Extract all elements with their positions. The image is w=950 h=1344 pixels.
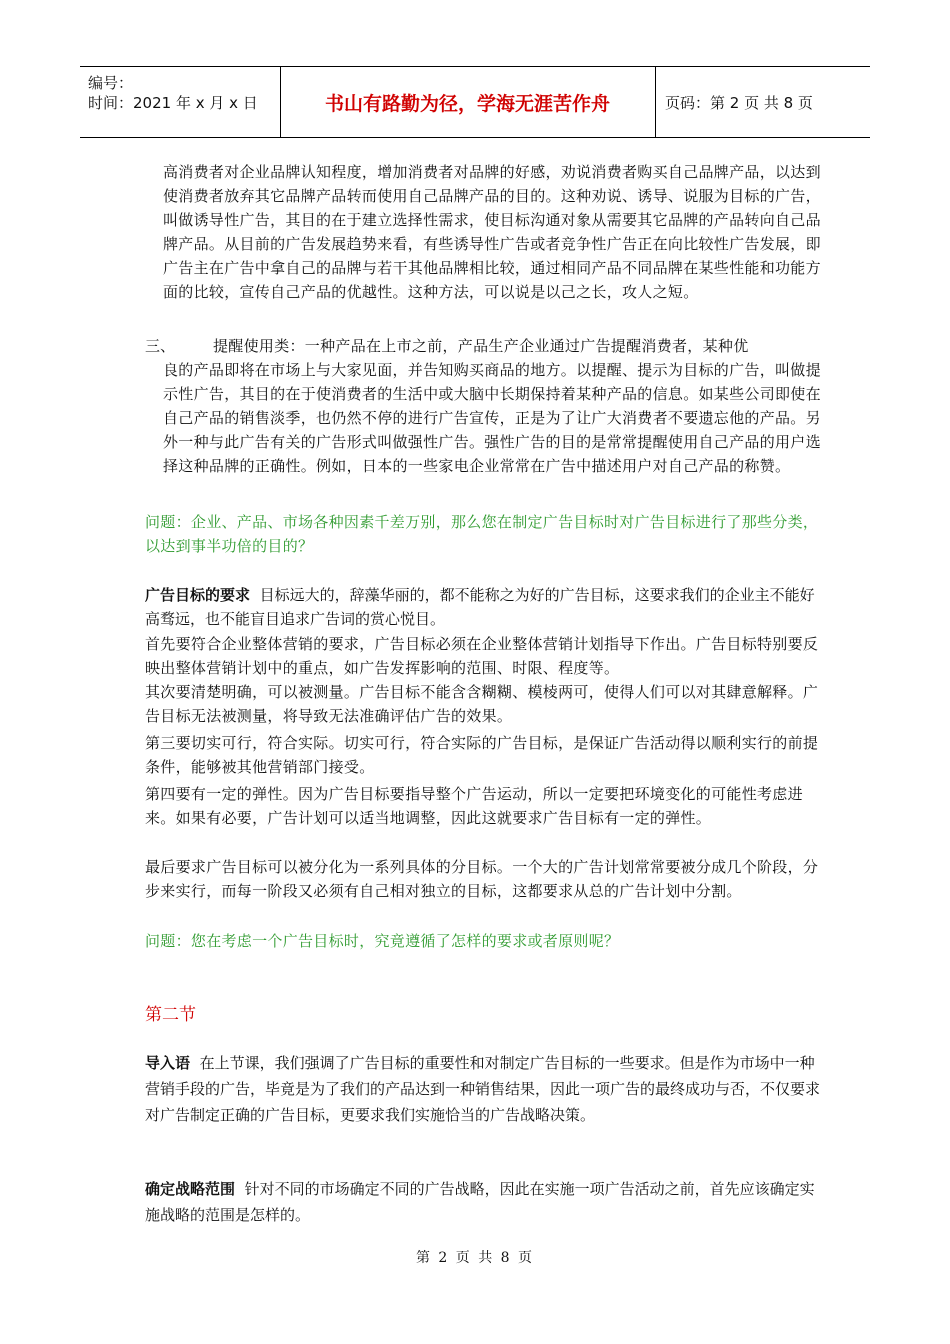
header-page-number: 页码：第 2 页 共 8 页 [665,93,813,112]
paragraph-requirements-intro [145,583,820,631]
requirement-1: 首先要符合企业整体营销的要求，广告目标必须在企业整体营销计划指导下作出。广告目标特别要反映出整体营销计划中的重点，如广告发挥影响的范围、时限、程度等。 [145,635,819,677]
paragraph-persuasive-ads: 高消费者对企业品牌认知程度，增加消费者对品牌的好感，劝说消费者购买自己品牌产品，以达到使消费者放弃其它品牌产品转而使用自己品牌产品的目的。这种劝说、诱导、说服为目标的广告，叫做诱导性广告，其目的在于建立选择性需求，使目标沟通对象从需要其它品牌的产品转向自己品牌产品。从目前的广告发展趋势来看，有些诱导性广告或者竞争性广告正在向比较性广告发展，即广告主在广告中拿自己的品牌与若干其他品牌相比较，通过相同产品不同品牌在某些性能和功能方面的比较，宣传自己产品的优越性。这种方法，可以说是以己之长，攻人之短。 [163,163,821,301]
header-motto: 书山有路勤为径，学海无涯苦作舟 [324,92,610,115]
intro-title: 导入语 [145,1054,191,1072]
scope-text: 针对不同的市场确定不同的广告战略，因此在实施一项广告活动之前，首先应该确定实施战略的范围是怎样的。 [145,1180,815,1224]
paragraph-scope [145,1176,820,1228]
section-heading: 第二节 [145,1005,196,1025]
question-2: 问题：您在考虑一个广告目标时，究竟遵循了怎样的要求或者原则呢？ [145,932,620,950]
header-time: 时间：2021 年 x 月 x 日 [88,94,258,112]
requirement-2: 其次要清楚明确，可以被测量。广告目标不能含含糊糊、模棱两可，使得人们可以对其肆意解释。广告目标无法被测量，将导致无法准确评估广告的效果。 [145,683,819,725]
page-header [80,66,870,138]
header-number: 编号： [88,74,134,92]
paragraph-reminder-ads: 良的产品即将在市场上与大家见面，并告知购买商品的地方。以提醒、提示为目标的广告，叫做提示性广告，其目的在于使消费者的生活中或大脑中长期保持着某种产品的信息。如某些公司即使在自己产品的销售淡季，也仍然不停的进行广告宣传，正是为了让广大消费者不要遗忘他的产品。另外一种与此广告有关的广告形式叫做强性广告。强性广告的目的是常常提醒使用自己产品的用户选择这种品牌的正确性。例如，日本的一些家电企业常常在广告中描述用户对自己产品的称赞。 [163,361,821,475]
requirement-3: 第三要切实可行，符合实际。切实可行，符合实际的广告目标，是保证广告活动得以顺利实行的前提条件，能够被其他营销部门接受。 [145,734,819,776]
list-number-3: 三、 [145,337,176,355]
list-item-3-heading: 提醒使用类：一种产品在上市之前，产品生产企业通过广告提醒消费者，某种优 [213,337,749,355]
page-footer: 第 2 页 共 8 页 [415,1250,535,1266]
header-meta [80,67,280,137]
question-1: 问题：企业、产品、市场各种因素千差万别，那么您在制定广告目标时对广告目标进行了那些分类，以达到事半功倍的目的？ [145,513,819,555]
header-divider [655,67,656,137]
requirement-5: 最后要求广告目标可以被分化为一系列具体的分目标。一个大的广告计划常常要被分成几个阶段，分步来实行，而每一阶段又必须有自己相对独立的目标，这都要求从总的广告计划中分割。 [145,858,819,900]
requirement-4: 第四要有一定的弹性。因为广告目标要指导整个广告运动，所以一定要把环境变化的可能性考虑进来。如果有必要，广告计划可以适当地调整，因此这就要求广告目标有一定的弹性。 [145,785,803,827]
paragraph-intro [145,1050,820,1128]
requirements-intro-text: 目标远大的，辞藻华丽的，都不能称之为好的广告目标，这要求我们的企业主不能好高骛远，也不能盲目追求广告词的赏心悦目。 [145,586,815,628]
scope-title: 确定战略范围 [145,1180,236,1198]
requirements-title: 广告目标的要求 [145,586,251,604]
intro-text: 在上节课，我们强调了广告目标的重要性和对制定广告目标的一些要求。但是作为市场中一种营销手段的广告，毕竟是为了我们的产品达到一种销售结果，因此一项广告的最终成功与否，不仅要求对广告制定正确的广告目标，更要求我们实施恰当的广告战略决策。 [145,1054,821,1124]
